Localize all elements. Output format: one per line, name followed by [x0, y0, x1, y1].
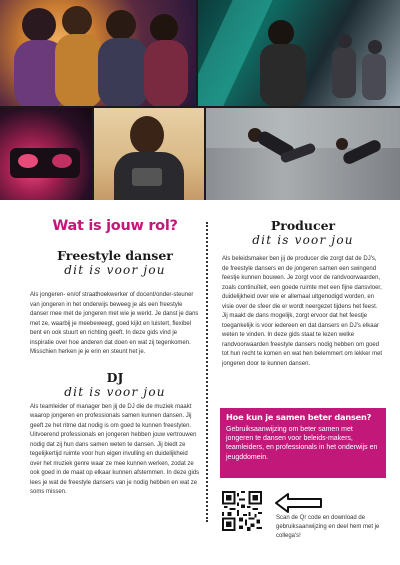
freestyle-body: Als jongeren- en/of straathoekwerker of docent/onder-steuner van jongeren in het onderwijs beweeg je als een freestyle danser mee met de jongeren met wie je werkt. Je danst je dans met ze, waarbij je meebeweegt, goed kijkt en luistert, flexibel bent en ook stuurt en richting geeft. In deze gids vind je inspiratie over hoe anderen dat doen en wat zij tegenkomen. Misschien herken je je erin en steunt het je. [30, 292, 199, 355]
callout-text: Gebruiksaanwijzing om beter samen met jongeren te dansen voor beleids-makers, teamleiders, en professionals in het onderwijs en jeugddomein. [226, 426, 378, 461]
photo-dj [0, 108, 92, 200]
dj-body: Als teamleider of manager ben jij de DJ die de muziek maakt waarop jongeren en professionals samen kunnen dansen. Jij geeft ze het ritme dat nodig is om goed te kunnen freestylen. Uitvoerend professionals en jongeren hebben jouw vertrouwen nodig dat zij hun dans samen weten te dansen. Jij biedt ze tegelijkertijd ruimte voor hun eigen invulling en duidelijkheid over het muziek genre waar ze mee kunnen werken, zodat ze ook goed in de maat op elkaar kunnen afstemmen. In deze gids lees je wat de freestyle dansers van je nodig hebben en wat ze soms missen. [30, 403, 200, 495]
callout-box [220, 408, 386, 478]
qr-code-icon[interactable] [222, 491, 262, 531]
qr-instructions: Scan de Qr code en download de gebruiksaanwijzing en deel hem met je collega's! [276, 515, 380, 539]
arrow-left-icon [274, 492, 324, 514]
producer-subtitle: dit is voor jou [252, 233, 354, 247]
column-divider [206, 222, 208, 522]
photo-tunnel [198, 0, 400, 106]
role-heading: Wat is jouw rol? [52, 218, 178, 234]
producer-title: Producer [270, 218, 336, 233]
dj-subtitle: dit is voor jou [64, 384, 166, 399]
callout-title: Hoe kun je samen beter dansen? [226, 412, 372, 422]
photo-dancers [0, 0, 196, 106]
dj-title: DJ [106, 369, 124, 385]
photo-breakdancer [206, 108, 400, 200]
photo-professional [94, 108, 204, 200]
left-column [30, 218, 200, 498]
freestyle-subtitle: dit is voor jou [64, 263, 166, 277]
right-column [222, 218, 384, 369]
producer-body: Als beleidsmaker ben jij de producer die zorgt dat de DJ's, de freestyle dansers en de jongeren samen een swingend feestje kunnen bouwen. Je zorgt voor de randvoorwaarden, zoals continuïteit, een goede ruimte met een fijne dansvloer, duidelijkheid over wie er allemaal uitgenodigd worden, en visie over de sfeer die er wordt neergezet tijdens het feest. Jij maakt de dans mogelijk, zorgt ervoor dat het feestje toegankelijk is voor iedereen en dat dansers en DJ's elkaar weten te vinden. In deze gids staat te lezen welke randvoorwaarden freestyle dansers nodig hebben om goed tot hun recht te komen en wat hen belemmert om lekker met jongeren door te kunnen dansen. [222, 256, 383, 367]
photo-collage [0, 0, 400, 200]
freestyle-title: Freestyle danser [57, 248, 173, 263]
